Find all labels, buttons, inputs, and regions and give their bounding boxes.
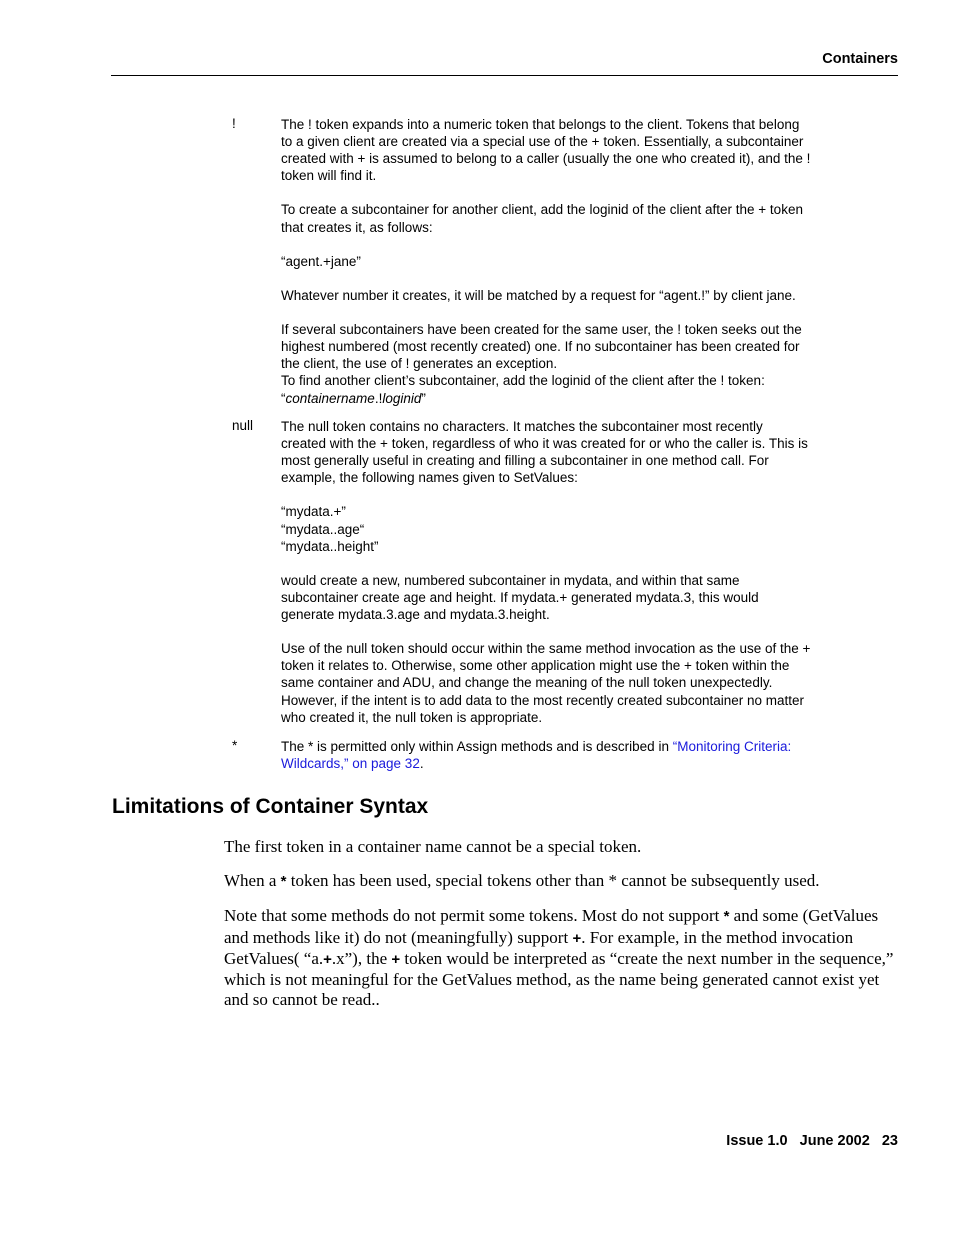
- paragraph: The * is permitted only within Assign methods and is described in “Monitoring Criteria: Wildcards,” on page 32.: [281, 739, 792, 772]
- term-bang: !: [232, 116, 236, 131]
- paragraph: To create a subcontainer for another client, add the loginid of the client after the + token that creates it, as follows:: [281, 202, 803, 235]
- paragraph: The ! token expands into a numeric token that belongs to the client. Tokens that belong to a given client are created via a special use of the + token. Essentially, a subcontainer created with + is assumed to belong to a caller (usually the one who created it), and the ! token will find it.: [281, 117, 811, 184]
- section-heading: Limitations of Container Syntax: [112, 795, 429, 818]
- cross-reference-link[interactable]: “Monitoring Criteria:: [672, 739, 792, 754]
- paragraph: Use of the null token should occur within the same method invocation as the use of the + token it relates to. Otherwise, some other application might use the + token within the same container and ADU, and change the meaning of the null token unexpectedly. However, if the intent is to add data to the most recently created subcontainer no matter who created it, the null token is appropriate.: [281, 641, 811, 725]
- paragraph: would create a new, numbered subcontainer in mydata, and within that same subcontainer create age and height. If mydata.+ generated mydata.3, this would generate mydata.3.age and mydata.3.height.: [281, 572, 759, 623]
- paragraph: Whatever number it creates, it will be matched by a request for “agent.!” by client jane.: [281, 287, 796, 303]
- paragraph: The first token in a container name cannot be a special token.: [224, 837, 642, 856]
- term-asterisk: *: [232, 738, 238, 753]
- page-footer: Issue 1.0 June 2002 23: [726, 1133, 898, 1149]
- section-body: [224, 837, 904, 1024]
- paragraph: Note that some methods do not permit some tokens. Most do not support * and some (GetValues and methods like it) do not (meaningfully) support +. For example, in the method invocation GetValues( “a.+.x”), the + token would be interpreted as “create the next number in the sequence,” which is not meaningful for the GetValues method, as the name being generated cannot exist yet and so cannot be read..: [224, 906, 894, 1010]
- paragraph: The null token contains no characters. It matches the subcontainer most recently created with the + token, regardless of who it was created for or who the caller is. This is most generally useful in creating and filling a subcontainer in one method call. For example, the following names given to SetValues:: [281, 419, 808, 486]
- paragraph: If several subcontainers have been created for the same user, the ! token seeks out the highest numbered (most recently created) one. If no subcontainer has been created for the client, the use of ! generates an exception.: [281, 322, 802, 372]
- paragraph: When a * token has been used, special tokens other than * cannot be subsequently used.: [224, 871, 820, 891]
- definition-asterisk: [281, 738, 841, 772]
- code-example: “mydata.+” “mydata..age“ “mydata..height”: [281, 504, 379, 554]
- term-null: null: [232, 418, 254, 433]
- definition-null: [281, 418, 841, 726]
- paragraph: To find another client’s subcontainer, add the loginid of the client after the ! token:: [281, 373, 765, 389]
- header-rule: [111, 75, 898, 76]
- code-example: “agent.+jane”: [281, 253, 361, 269]
- cross-reference-link[interactable]: Wildcards,” on page 32: [281, 756, 420, 772]
- definition-bang: [281, 116, 841, 407]
- code-example: “containername.!loginid”: [281, 390, 426, 406]
- running-header: Containers: [822, 51, 898, 67]
